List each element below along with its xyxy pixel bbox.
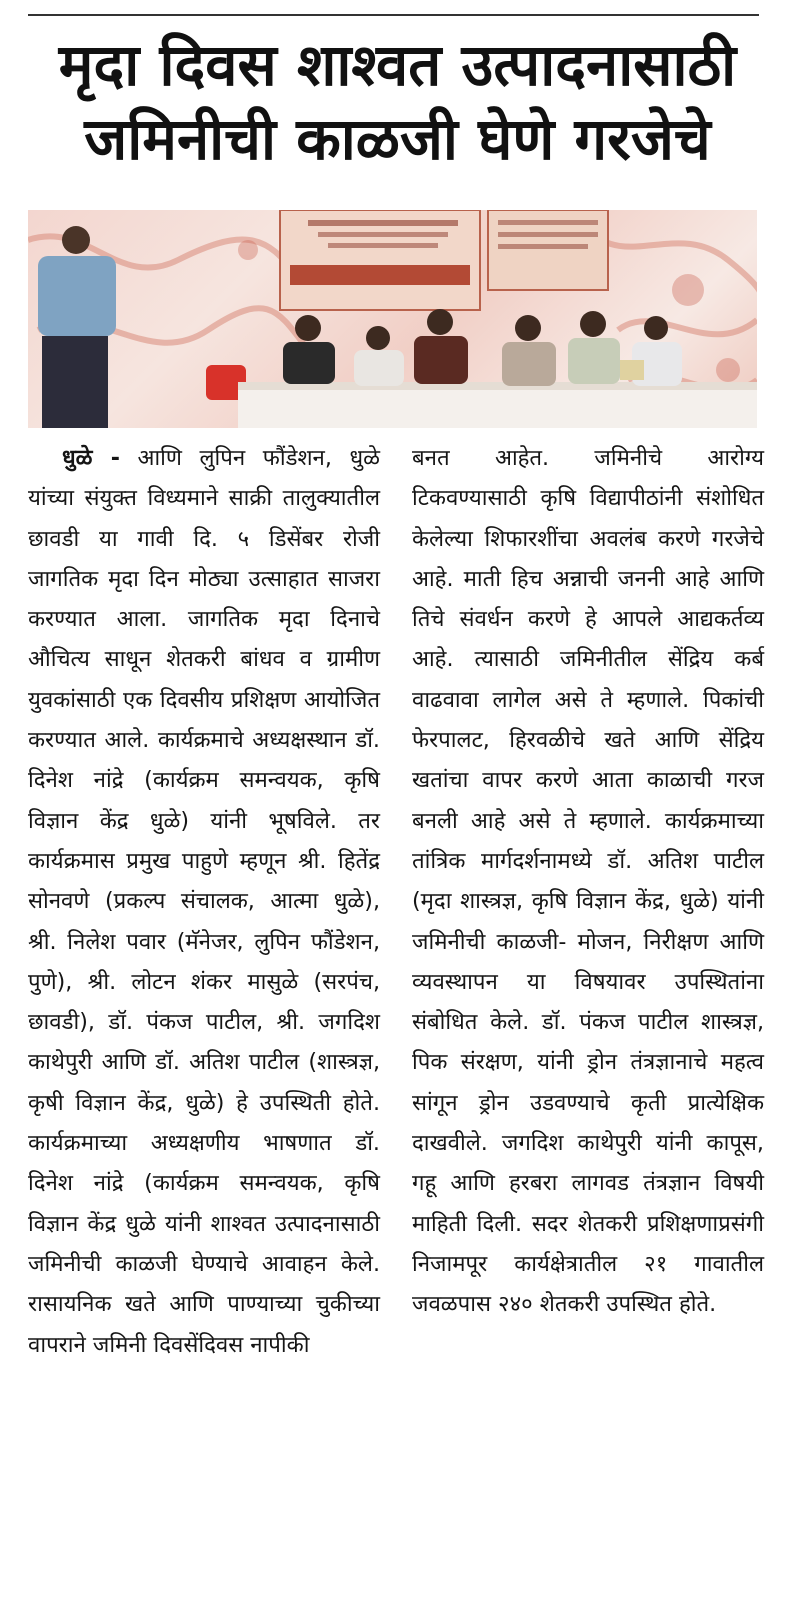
article-column-right bbox=[412, 438, 764, 1325]
article-text-left: आणि लुपिन फौंडेशन, धुळे यांच्या संयुक्त विध्यमाने साक्री तालुक्यातील छावडी या गावी दि. ५ डिसेंबर रोजी जागतिक मृदा दिन मोठ्या उत्साहात साजरा करण्यात आला. जागतिक मृदा दिनाचे औचित्य साधून शेतकरी बांधव व ग्रामीण युवकांसाठी एक दिवसीय प्रशिक्षण आयोजित करण्यात आले. कार्यक्रमाचे अध्यक्षस्थान डॉ. दिनेश नांद्रे (कार्यक्रम समन्वयक, कृषि विज्ञान केंद्र धुळे) यांनी भूषविले. तर कार्यक्रमास प्रमुख पाहुणे म्हणून श्री. हितेंद्र सोनवणे (प्रकल्प संचालक, आत्मा धुळे), श्री. निलेश पवार (मॅनेजर, लुपिन फौंडेशन, पुणे), श्री. लोटन शंकर मासुळे (सरपंच, छावडी), डॉ. पंकज पाटील, श्री. जगदिश काथेपुरी आणि डॉ. अतिश पाटील (शास्त्रज्ञ, कृषी विज्ञान केंद्र, धुळे) हे उपस्थिती होते. कार्यक्रमाच्या अध्यक्षणीय भाषणात डॉ. दिनेश नांद्रे (कार्यक्रम समन्वयक, कृषि विज्ञान केंद्र धुळे यांनी शाश्वत उत्पादनासाठी जमिनीची काळजी घेण्याचे आवाहन केले. रासायनिक खते आणि पाण्याच्या चुकीच्या वापराने जमिनी दिवसेंदिवस नापीकी bbox=[28, 445, 380, 1358]
event-photo bbox=[28, 210, 757, 428]
article-text-right: बनत आहेत. जमिनीचे आरोग्य टिकवण्यासाठी कृषि विद्यापीठांनी संशोधित केलेल्या शिफारशींचा अवलंब करणे गरजेचे आहे. माती हिच अन्नाची जननी आहे आणि तिचे संवर्धन करणे हे आपले आद्यकर्तव्य आहे. त्यासाठी जमिनीतील सेंद्रिय कर्ब वाढवावा लागेल असे ते म्हणाले. पिकांची फेरपालट, हिरवळीचे खते आणि सेंद्रिय खतांचा वापर करणे आता काळाची गरज बनली आहे असे ते म्हणाले. कार्यक्रमाच्या तांत्रिक मार्गदर्शनामध्ये डॉ. अतिश पाटील (मृदा शास्त्रज्ञ, कृषि विज्ञान केंद्र, धुळे) यांनी जमिनीची काळजी- मोजन, निरीक्षण आणि व्यवस्थापन या विषयावर उपस्थितांना संबोधित केले. डॉ. पंकज पाटील शास्त्रज्ञ, पिक संरक्षण, यांनी ड्रोन तंत्रज्ञानाचे महत्व सांगून ड्रोन उडवण्याचे कृती प्रात्येक्षिक दाखवीले. जगदिश काथेपुरी यांनी कापूस, गहू आणि हरबरा लागवड तंत्रज्ञान विषयी माहिती दिली. सदर शेतकरी प्रशिक्षणाप्रसंगी निजामपूर कार्यक्षेत्रातील २१ गावातील जवळपास २४० शेतकरी उपस्थित होते. bbox=[412, 445, 764, 1318]
top-rule bbox=[28, 14, 759, 16]
article-column-left bbox=[28, 438, 380, 1365]
headline-line-1: मृदा दिवस शाश्वत उत्पादनासाठी bbox=[58, 31, 737, 99]
headline bbox=[20, 28, 775, 176]
event-photo-icon bbox=[28, 210, 757, 428]
article-paragraph-left bbox=[28, 438, 380, 1365]
headline-line-2: जमिनीची काळजी घेणे गरजेचे bbox=[84, 105, 711, 173]
dateline: धुळे - bbox=[62, 445, 120, 471]
